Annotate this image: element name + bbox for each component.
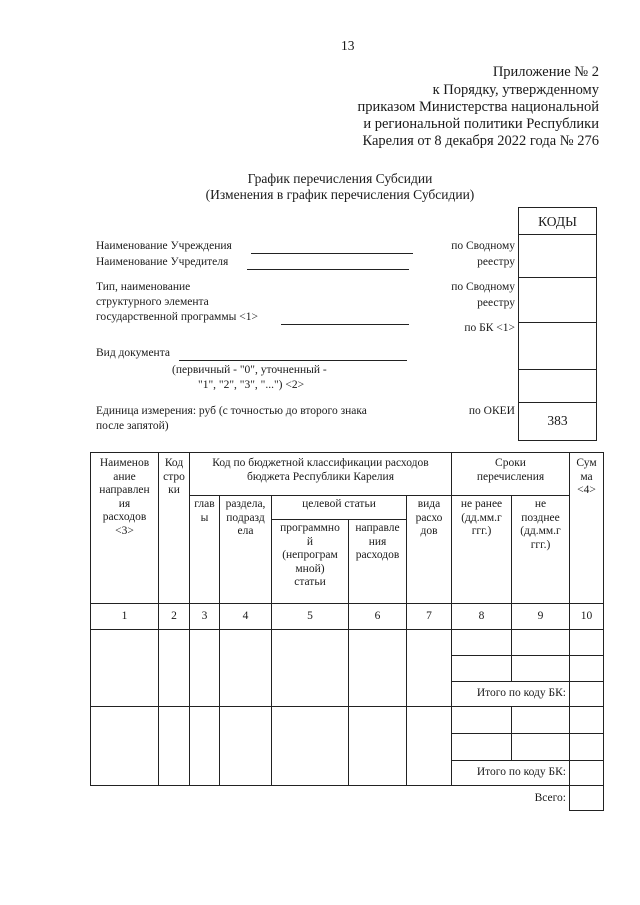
cell-section[interactable] [220,707,272,786]
cell-not-before[interactable] [452,707,512,734]
cell-code[interactable] [159,630,190,707]
col-header-type: вида расхо дов [407,496,452,604]
cell-sum[interactable] [570,734,604,761]
total-row [91,786,604,811]
col-header-sum: Сум ма <4> [570,453,604,604]
cell-type[interactable] [407,707,452,786]
cell-type[interactable] [407,630,452,707]
document-subtitle: (Изменения в график перечисления Субсидии) [205,187,475,202]
field-doc-type-line[interactable] [179,360,407,361]
cell-chapter[interactable] [190,707,220,786]
cell-direction[interactable] [349,630,407,707]
col-header-not-before: не ранее (дд.мм.г ггг.) [452,496,512,604]
table-row [91,707,604,734]
code-cell-founder[interactable] [519,277,596,322]
label-svod-registry-2a: по Сводному [451,281,515,293]
cell-not-later[interactable] [512,734,570,761]
col-number: 4 [220,604,272,630]
col-number: 8 [452,604,512,630]
appendix-line-4: и региональной политики Республики [363,116,599,132]
appendix-line-2: к Порядку, утвержденному [432,82,599,98]
col-number: 5 [272,604,349,630]
field-institution-label: Наименование Учреждения [96,240,232,252]
cell-program[interactable] [272,707,349,786]
field-unit-label-2: после запятой) [96,420,169,432]
label-svod-registry-1b: реестру [477,256,515,268]
cell-section[interactable] [220,630,272,707]
cell-not-before[interactable] [452,734,512,761]
col-header-code: Код стро ки [159,453,190,604]
label-bk: по БК <1> [464,322,515,334]
subtotal-label: Итого по коду БК: [452,761,570,786]
col-header-section: раздела, подразд ела [220,496,272,604]
cell-chapter[interactable] [190,630,220,707]
col-number: 3 [190,604,220,630]
field-doc-hint-1: (первичный - "0", уточненный - [172,364,327,376]
transfer-schedule-table [90,452,604,811]
col-number: 1 [91,604,159,630]
field-doc-hint-2: "1", "2", "3", "...") <2> [198,379,305,391]
field-program-line[interactable] [281,324,409,325]
cell-not-later[interactable] [512,656,570,682]
field-founder-line[interactable] [247,269,409,270]
col-header-not-later: не позднее (дд.мм.г ггг.) [512,496,570,604]
cell-name[interactable] [91,630,159,707]
codes-header: КОДЫ [538,214,577,229]
cell-code[interactable] [159,707,190,786]
col-header-direction: направле ния расходов [349,520,407,604]
cell-not-before[interactable] [452,630,512,656]
code-cell-institution[interactable] [519,234,596,277]
col-header-chapter: глав ы [190,496,220,604]
appendix-line-1: Приложение № 2 [492,64,599,80]
col-header-program: программно й (непрограм мной) статьи [272,520,349,604]
code-cell-doc[interactable] [519,369,596,402]
table-row [91,630,604,656]
cell-not-later[interactable] [512,707,570,734]
column-number-row [91,604,604,630]
field-program-label-2: структурного элемента [96,296,209,308]
field-program-label-1: Тип, наименование [96,281,191,293]
label-okei: по ОКЕИ [468,405,515,417]
cell-subtotal-sum[interactable] [570,761,604,786]
label-svod-registry-1a: по Сводному [451,240,515,252]
code-cell-okei [519,402,596,441]
field-program-label-3: государственной программы <1> [96,311,258,323]
subtotal-label: Итого по коду БК: [452,682,570,707]
cell-subtotal-sum[interactable] [570,682,604,707]
col-header-name: Наименов ание направлен ия расходов <3> [91,453,159,604]
col-number: 6 [349,604,407,630]
field-institution-line[interactable] [251,253,413,254]
total-label: Всего: [512,786,570,811]
cell-total-sum[interactable] [570,786,604,811]
appendix-line-3: приказом Министерства национальной [357,99,599,115]
label-svod-registry-2b: реестру [477,297,515,309]
field-founder-label: Наименование Учредителя [96,256,229,268]
cell-sum[interactable] [570,630,604,656]
col-header-terms: Сроки перечисления [452,453,570,496]
cell-direction[interactable] [349,707,407,786]
codes-box [518,207,597,441]
col-number: 9 [512,604,570,630]
col-number: 7 [407,604,452,630]
field-doc-type-label: Вид документа [96,347,170,359]
cell-name[interactable] [91,707,159,786]
field-unit-label-1: Единица измерения: руб (с точностью до второго знака [96,405,367,417]
col-number: 2 [159,604,190,630]
col-number: 10 [570,604,604,630]
page-number: 13 [341,38,355,53]
cell-not-later[interactable] [512,630,570,656]
cell-sum[interactable] [570,656,604,682]
code-cell-bk[interactable] [519,322,596,369]
cell-not-before[interactable] [452,656,512,682]
document-title: График перечисления Субсидии [247,171,433,186]
col-header-bk: Код по бюджетной классификации расходов бюджета Республики Карелия [190,453,452,496]
col-header-target: целевой статьи [272,496,407,520]
cell-program[interactable] [272,630,349,707]
appendix-line-5: Карелия от 8 декабря 2022 года № 276 [362,133,599,149]
cell-sum[interactable] [570,707,604,734]
okei-value: 383 [547,413,568,428]
